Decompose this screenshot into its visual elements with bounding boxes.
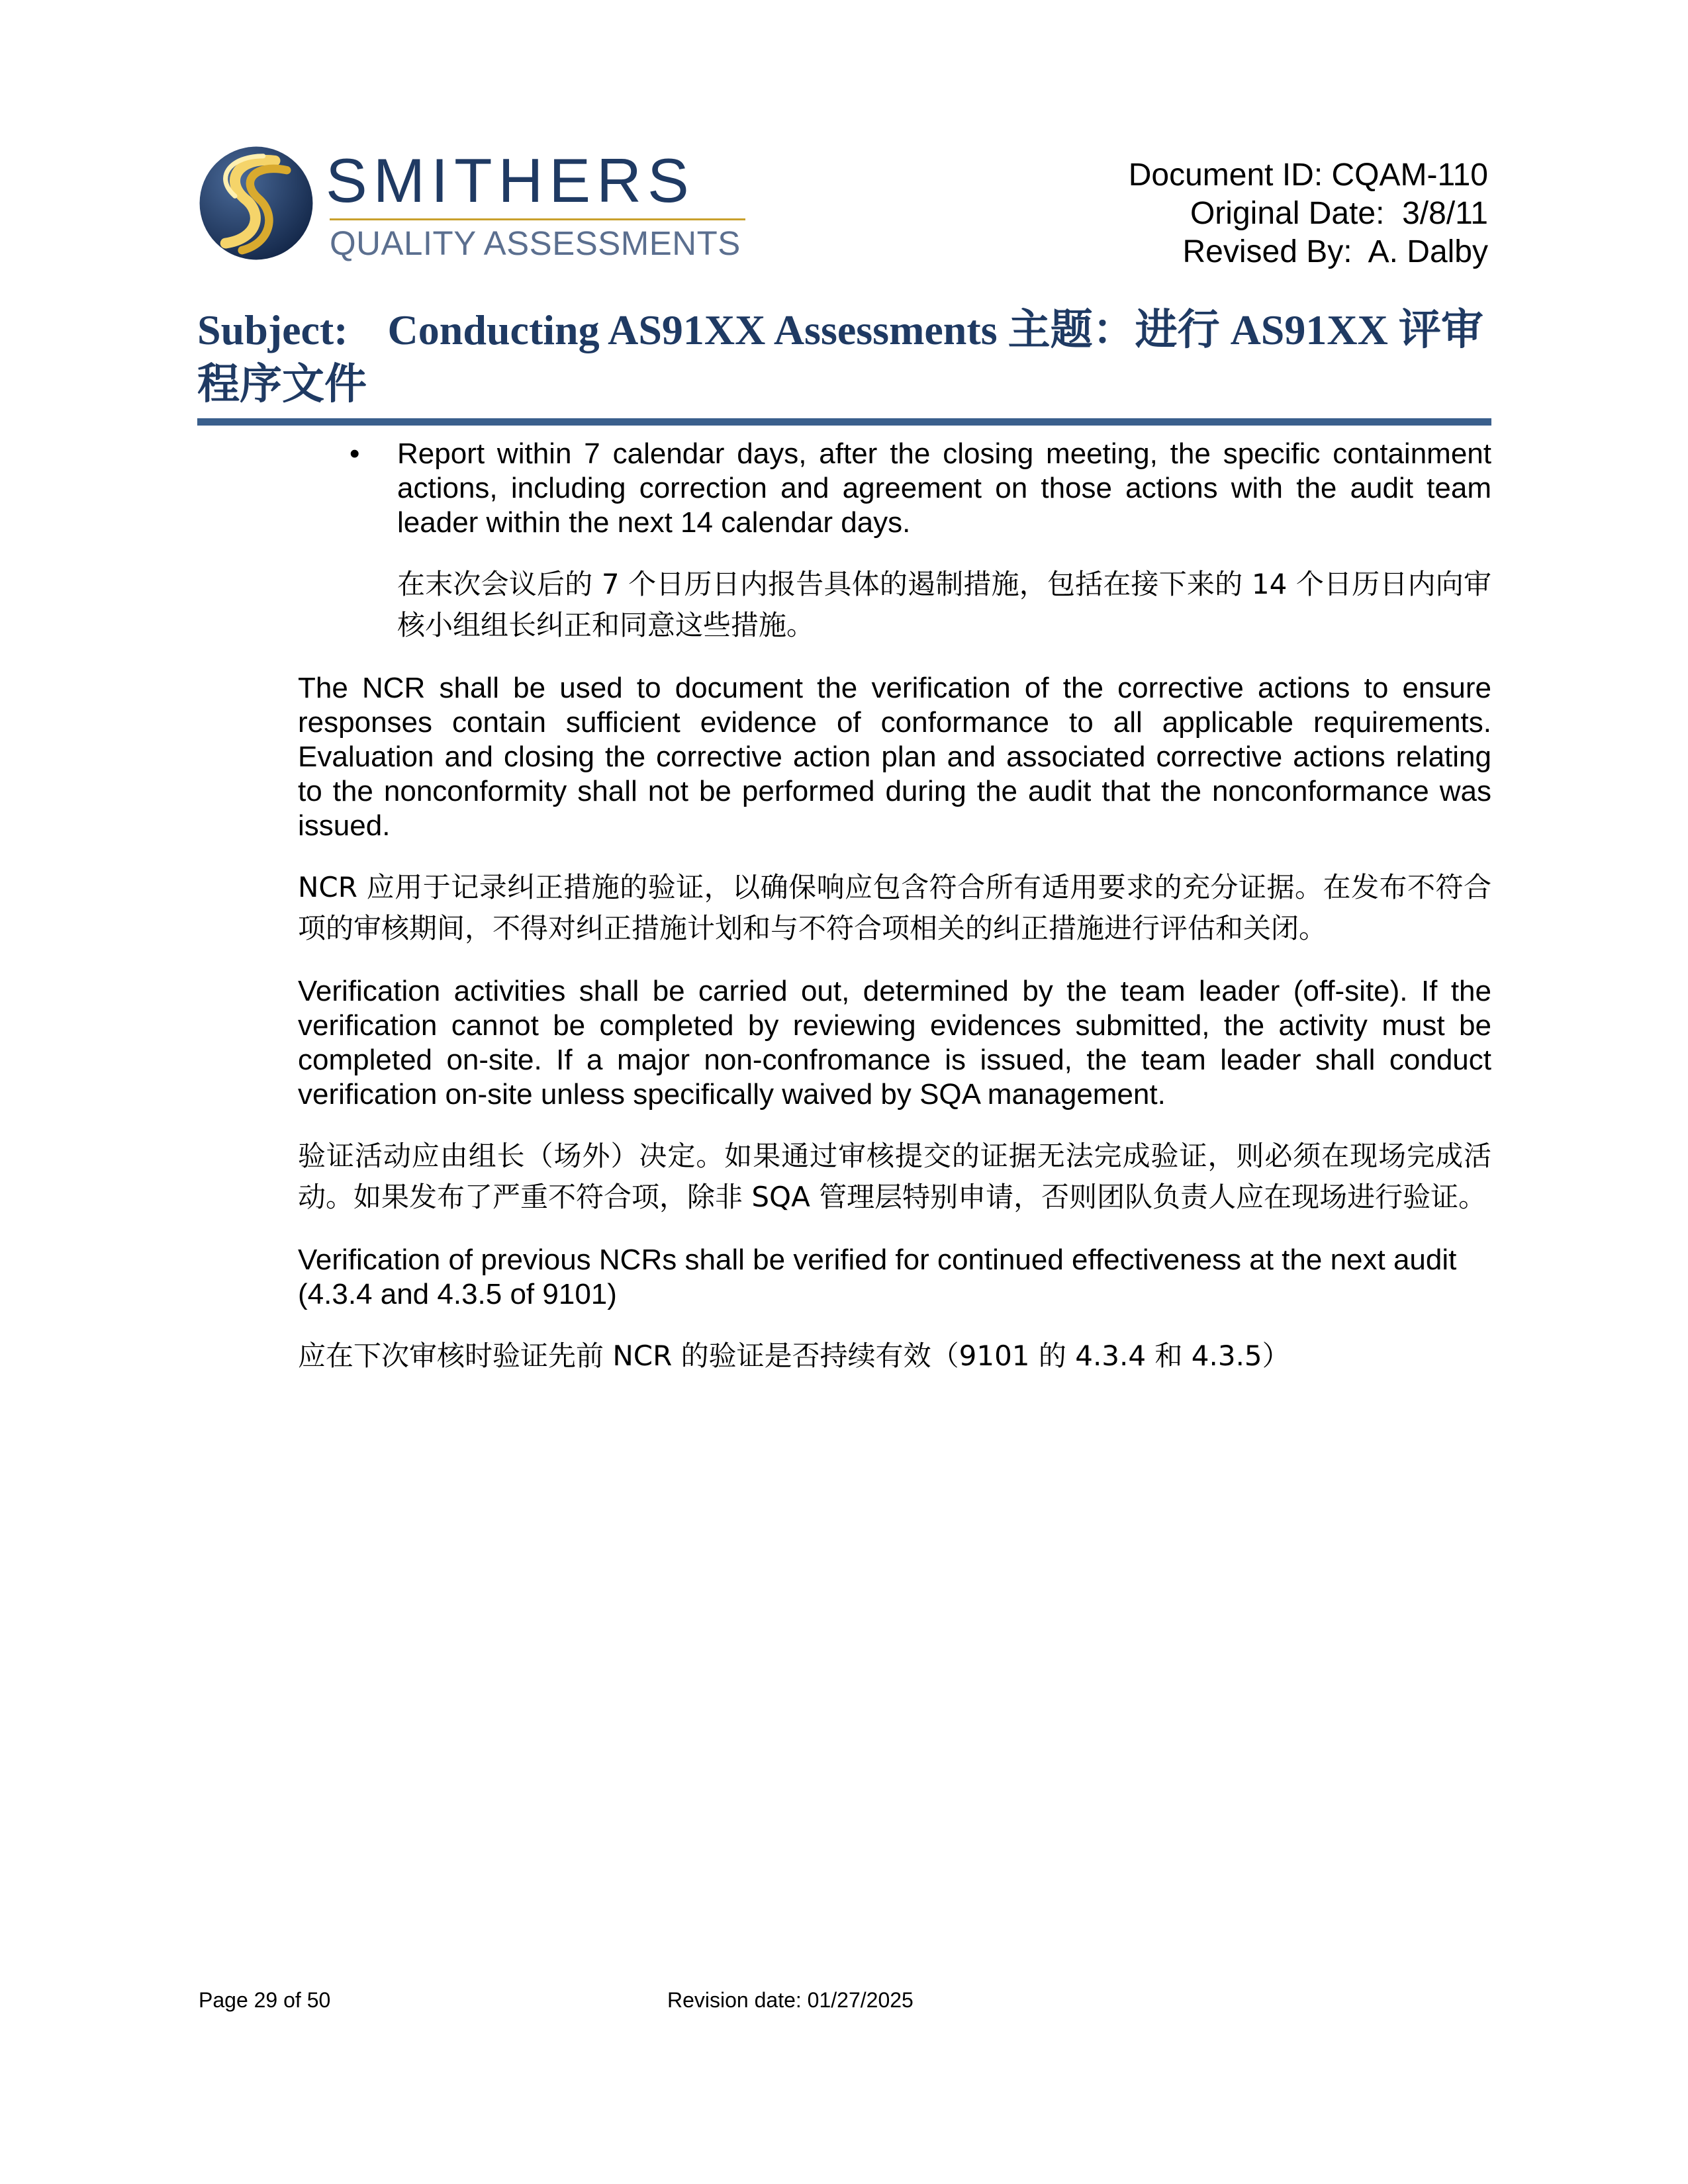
paragraph-previous-ncr-zh: 应在下次审核时验证先前 NCR 的验证是否持续有效（9101 的 4.3.4 和 4.3.5） [298,1340,1290,1372]
document-info [1129,156,1488,271]
document-id: Document ID: CQAM-110 [1128,158,1488,193]
subject-heading [197,303,1495,412]
bullet-item [298,437,1491,646]
subject-label: Subject: [197,306,348,353]
original-date: Original Date: 3/8/11 [1190,196,1488,231]
bullet-text-zh: 在末次会议后的 7 个日历日内报告具体的遏制措施，包括在接下来的 14 个日历日内向审核小组组长纠正和同意这些措施。 [397,568,1491,641]
paragraph-verification-en: Verification activities shall be carried out, determined by the team leader (off-site). If the verification cannot be completed by reviewing evidences submitted, the activity must be completed on-site. If a major non-confromance is issued, the team leader shall conduct verification on-site unless specifically waived by SQA management. [298,975,1491,1111]
paragraph-ncr-en: The NCR shall be used to document the verification of the corrective actions to ensure responses contain sufficient evidence of conformance to all applicable requirements. Evaluation and closing the corrective action plan and associated corrective actions relating to the nonconformity shall not be performed during the audit that the nonconformance was issued. [298,672,1491,842]
smithers-logo [197,144,753,263]
logo-divider [330,218,745,220]
paragraph-ncr-zh: NCR 应用于记录纠正措施的验证，以确保响应包含符合所有适用要求的充分证据。在发布不符合项的审核期间，不得对纠正措施计划和与不符合项相关的纠正措施进行评估和关闭。 [298,871,1491,944]
logo-wordmark: SMITHERS [326,146,695,215]
logo-tagline: QUALITY ASSESSMENTS [330,224,741,262]
paragraph-verification-zh: 验证活动应由组长（场外）决定。如果通过审核提交的证据无法完成验证，则必须在现场完成活动。如果发布了严重不符合项，除非 SQA 管理层特别申请，否则团队负责人应在现场进行验证。 [298,1140,1491,1213]
document-body [298,437,1491,1377]
paragraph-previous-ncr-en: Verification of previous NCRs shall be verified for continued effectiveness at the next audit (4.3.4 and 4.3.5 of 9101) [298,1244,1457,1310]
bullet-text-en: Report within 7 calendar days, after the closing meeting, the specific containment actions, including correction and agreement on those actions with the audit team leader within the next 14 calendar days. [397,437,1491,539]
page-number: Page 29 of 50 [199,1988,331,2012]
smithers-s-emblem-icon [197,144,315,262]
header-divider [197,418,1491,426]
revision-date: Revision date: 01/27/2025 [667,1988,914,2012]
bullet-icon: • [350,437,360,470]
subject-title: Conducting AS91XX Assessments 主题：进行 AS91XX 评审程序文件 [197,306,1483,408]
revised-by: Revised By: A. Dalby [1182,234,1488,269]
